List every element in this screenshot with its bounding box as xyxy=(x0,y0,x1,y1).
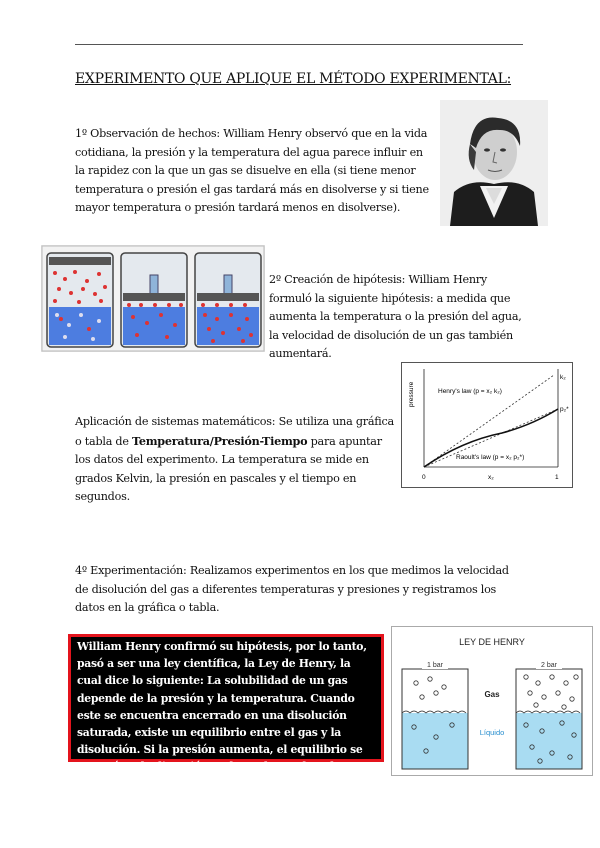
x-one-label: 1 xyxy=(555,474,559,481)
container-2bar xyxy=(516,659,582,769)
pstar-label: p₂* xyxy=(560,406,569,413)
gas-label: Gas xyxy=(484,690,500,699)
beaker-1 xyxy=(47,253,113,347)
x-axis-label: x₂ xyxy=(488,474,494,481)
liquid-label: Líquido xyxy=(479,728,505,737)
container-1bar xyxy=(402,659,468,769)
page-title: EXPERIMENTO QUE APLIQUE EL MÉTODO EXPERIMENTAL: xyxy=(75,71,512,87)
x-zero-label: 0 xyxy=(422,474,426,481)
step3-paragraph xyxy=(75,413,400,507)
conclusion-box: William Henry confirmó su hipótesis, por lo tanto, pasó a ser una ley científica, la Ley de Henry, la cual dice lo siguiente: La solubilidad de un gas depende de la presión y la temperatura. Cuando este se encuentra encerrado en una disolución saturada, existe un equilibrio entre el gas y la disolución. Si la presión aumenta, el equilibrio se moverá en la dirección en la cual se reduce la presión. xyxy=(68,634,384,762)
step3-intro: Aplicación de sistemas matemáticos: Se utiliza una gráfica o tabla de xyxy=(75,415,394,448)
beaker-2 xyxy=(121,253,187,347)
step2-paragraph: 2º Creación de hipótesis: William Henry formuló la siguiente hipótesis: a medida que aumenta la temperatura o la presión del agua, la velocidad de disolución de un gas también aumentará. xyxy=(269,273,522,360)
graph-ylabel: pressure xyxy=(408,381,415,407)
william-henry-portrait xyxy=(440,100,548,226)
raoult-label: Raoult's law (p = x₂ p₂*) xyxy=(456,454,525,461)
left-pressure-label: 1 bar xyxy=(427,662,443,669)
right-pressure-label: 2 bar xyxy=(541,662,557,669)
henry-label: Henry's law (p = x₂ k₂) xyxy=(438,388,502,395)
step3-bold: Temperatura/Presión-Tiempo xyxy=(132,433,308,448)
beaker-3 xyxy=(195,253,261,347)
top-rule xyxy=(75,44,523,45)
step4-paragraph: 4º Experimentación: Realizamos experimentos en los que medimos la velocidad de disolución del gas a diferentes temperaturas y presiones y registramos los datos en la gráfica o tabla. xyxy=(75,564,509,614)
step1-paragraph: 1º Observación de hechos: William Henry observó que en la vida cotidiana, la presión y la temperatura del agua parece influir en la rapidez con la que un gas se disuelve en ella (si tiene menor temperatura o presión el gas tardará más en disolverse y si tiene mayor temperatura o presión tardará menos en disolverse). xyxy=(75,127,429,214)
ley-de-henry-illustration xyxy=(391,626,593,776)
beakers-illustration xyxy=(41,245,265,352)
ley-title: LEY DE HENRY xyxy=(459,637,525,647)
kh-label: k₂ xyxy=(560,374,566,381)
henry-raoult-graph xyxy=(401,362,573,488)
step3-rest: para apuntar los datos del experimento. La temperatura se mide en grados Kelvin, la presión en pascales y el tiempo en segundos. xyxy=(75,434,382,503)
